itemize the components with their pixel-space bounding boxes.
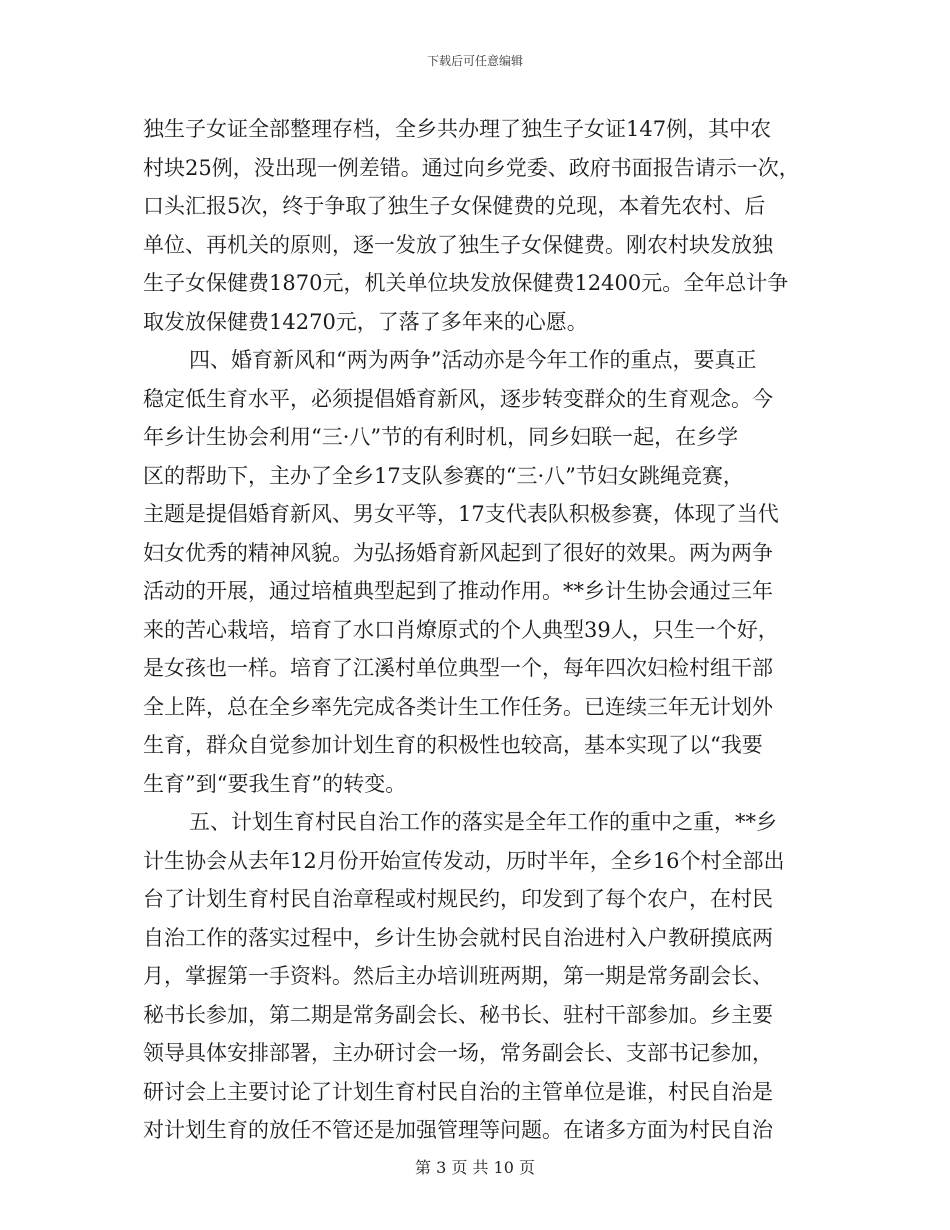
text-line: 自治工作的落实过程中，乡计生协会就村民自治进村入户教研摸底两 — [143, 925, 773, 950]
text-line: 研讨会上主要讨论了计划生育村民自治的主管单位是谁，村民自治是 — [143, 1079, 773, 1104]
text-line: 生育，群众自觉参加计划生育的积极性也较高，基本实现了以“我要 — [143, 733, 763, 757]
text-line: 台了计划生育村民自治章程或村规民约，印发到了每个农户，在村民 — [143, 887, 773, 911]
text-line: 计生协会从去年12月份开始宣传发动，历时半年，全乡16个村全部出 — [143, 848, 785, 873]
text-line: 独生子女证全部整理存档，全乡共办理了独生子女证147例，其中农 — [143, 117, 772, 141]
text-line: 区的帮助下，主办了全乡17支队参赛的“三·八”节妇女跳绳竞赛， — [143, 463, 744, 488]
page-header: 下载后可任意编辑 — [426, 54, 523, 68]
text-line: 妇女优秀的精神风貌。为弘扬婚育新风起到了很好的效果。两为两争 — [143, 540, 773, 565]
text-line: 秘书长参加，第二期是常务副会长、秘书长、驻村干部参加。乡主要 — [143, 1002, 773, 1027]
text-line: 领导具体安排部署，主办研讨会一场，常务副会长、支部书记参加， — [143, 1041, 773, 1065]
text-line: 生育”到“要我生育”的转变。 — [143, 771, 407, 796]
text-line: 主题是提倡婚育新风、男女平等，17支代表队积极参赛，体现了当代 — [143, 502, 779, 526]
text-line: 全上阵，总在全乡率先完成各类计生工作任务。已连续三年无计划外 — [143, 694, 773, 719]
text-line: 是女孩也一样。培育了江溪村单位典型一个，每年四次妇检村组干部 — [143, 656, 773, 680]
text-line: 生子女保健费1870元，机关单位块发放保健费12400元。全年总计争 — [143, 271, 789, 295]
text-line: 取发放保健费14270元，了落了多年来的心愿。 — [143, 309, 588, 334]
text-line: 来的苦心栽培，培育了水口肖燎原式的个人典型39人，只生一个好， — [143, 617, 779, 642]
paragraph-start-line: 四、婚育新风和“两为两争”活动亦是今年工作的重点，要真正 — [189, 348, 757, 372]
text-line: 稳定低生育水平，必须提倡婚育新风，逐步转变群众的生育观念。今 — [143, 386, 773, 411]
text-line: 月，掌握第一手资料。然后主办培训班两期，第一期是常务副会长、 — [143, 964, 773, 988]
text-line: 单位、再机关的原则，逐一发放了独生子女保健费。刚农村块发放独 — [143, 232, 773, 257]
text-line: 口头汇报5次，终于争取了独生子女保健费的兑现，本着先农村、后 — [143, 194, 766, 218]
text-line: 村块25例，没出现一例差错。通过向乡党委、政府书面报告请示一次， — [143, 155, 800, 180]
document-body — [143, 110, 823, 1150]
text-line: 活动的开展，通过培植典型起到了推动作用。**乡计生协会通过三年 — [143, 579, 773, 603]
text-line: 年乡计生协会利用“三·八”节的有利时机，同乡妇联一起，在乡学 — [143, 425, 739, 449]
paragraph-start-line: 五、计划生育村民自治工作的落实是全年工作的重中之重，**乡 — [189, 810, 777, 834]
page-footer: 第 3 页 共 10 页 — [415, 1158, 535, 1177]
text-line: 对计划生育的放任不管还是加强管理等问题。在诸多方面为村民自治 — [143, 1118, 773, 1142]
